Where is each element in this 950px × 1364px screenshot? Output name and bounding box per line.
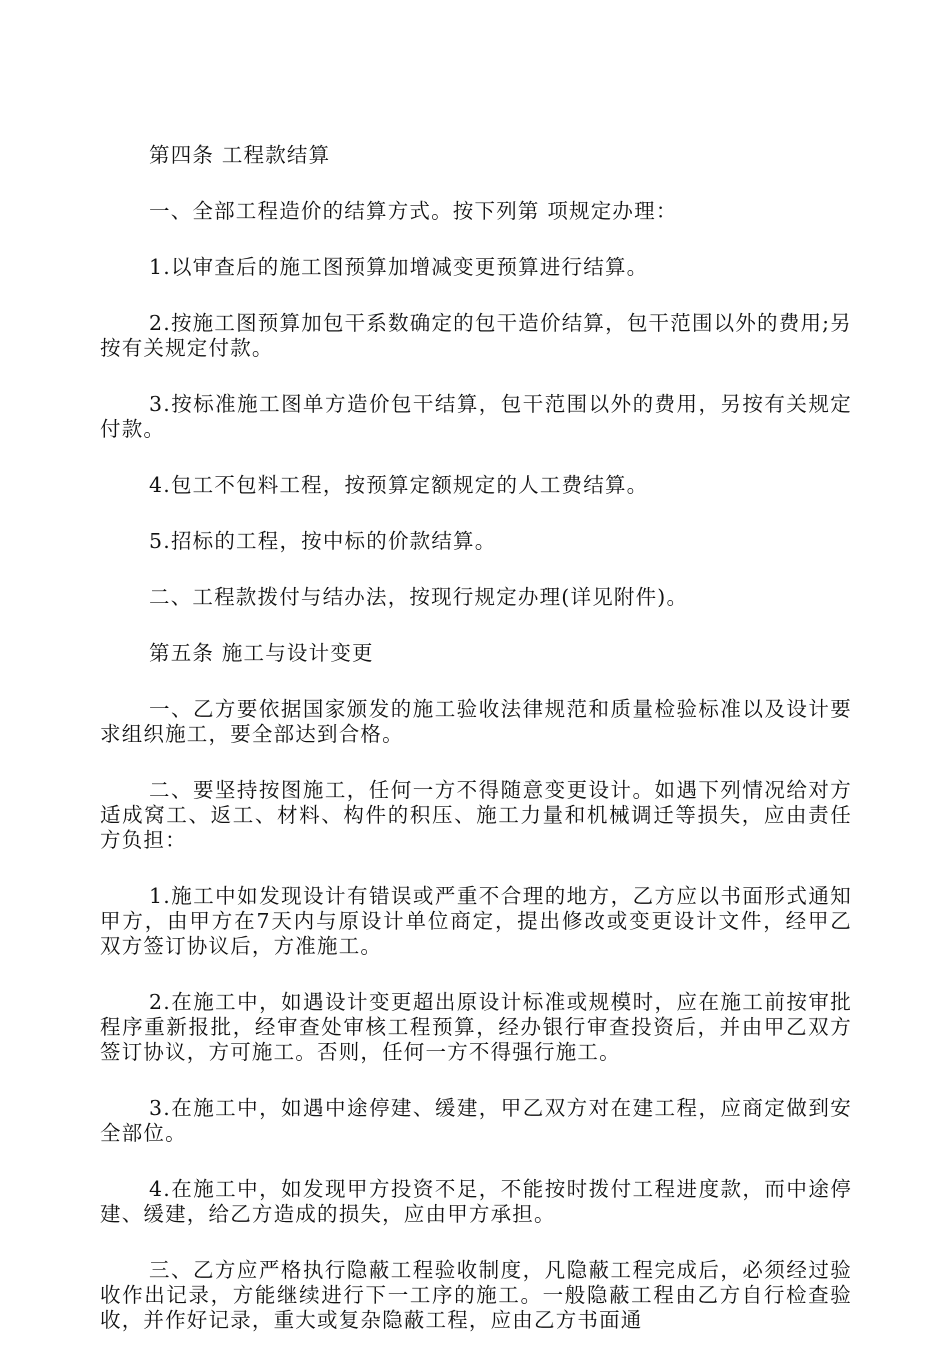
article-heading: 第四条 工程款结算 [149,143,331,167]
paragraph: 二、工程款拨付与结办法，按现行规定办理(详见附件)。 [149,585,689,609]
document-body [100,143,852,1364]
list-item: 2.在施工中，如遇设计变更超出原设计标准或规模时，应在施工前按审批程序重新报批，经审查处审核工程预算，经办银行审查投资后，并由甲乙双方签订协议，方可施工。否则，任何一方不得强行施工。 [100,990,852,1064]
list-item: 4.包工不包料工程，按预算定额规定的人工费结算。 [149,473,649,497]
list-item: 1.以审查后的施工图预算加增减变更预算进行结算。 [149,255,649,279]
list-item: 2.按施工图预算加包干系数确定的包干造价结算，包干范围以外的费用;另按有关规定付款。 [100,311,852,360]
list-item: 3.按标准施工图单方造价包干结算，包干范围以外的费用，另按有关规定付款。 [100,392,852,441]
list-item: 1.施工中如发现设计有错误或严重不合理的地方，乙方应以书面形式通知甲方，由甲方在7天内与原设计单位商定，提出修改或变更设计文件，经甲乙双方签订协议后，方准施工。 [100,884,852,958]
list-item: 3.在施工中，如遇中途停建、缓建，甲乙双方对在建工程，应商定做到安全部位。 [100,1096,852,1145]
paragraph: 一、乙方要依据国家颁发的施工验收法律规范和质量检验标准以及设计要求组织施工，要全部达到合格。 [100,697,852,746]
article-heading: 第五条 施工与设计变更 [149,641,374,665]
paragraph: 二、要坚持按图施工，任何一方不得随意变更设计。如遇下列情况给对方适成窝工、返工、材料、构件的积压、施工力量和机械调迁等损失，应由责任方负担： [100,778,852,852]
paragraph: 三、乙方应严格执行隐蔽工程验收制度，凡隐蔽工程完成后，必须经过验收作出记录，方能继续进行下一工序的施工。一般隐蔽工程由乙方自行检查验收，并作好记录，重大或复杂隐蔽工程，应由乙方书面通 [100,1258,852,1332]
paragraph: 一、全部工程造价的结算方式。按下列第 项规定办理： [149,199,678,223]
list-item: 4.在施工中，如发现甲方投资不足，不能按时拨付工程进度款，而中途停建、缓建，给乙方造成的损失，应由甲方承担。 [100,1177,852,1226]
list-item: 5.招标的工程，按中标的价款结算。 [149,529,497,553]
